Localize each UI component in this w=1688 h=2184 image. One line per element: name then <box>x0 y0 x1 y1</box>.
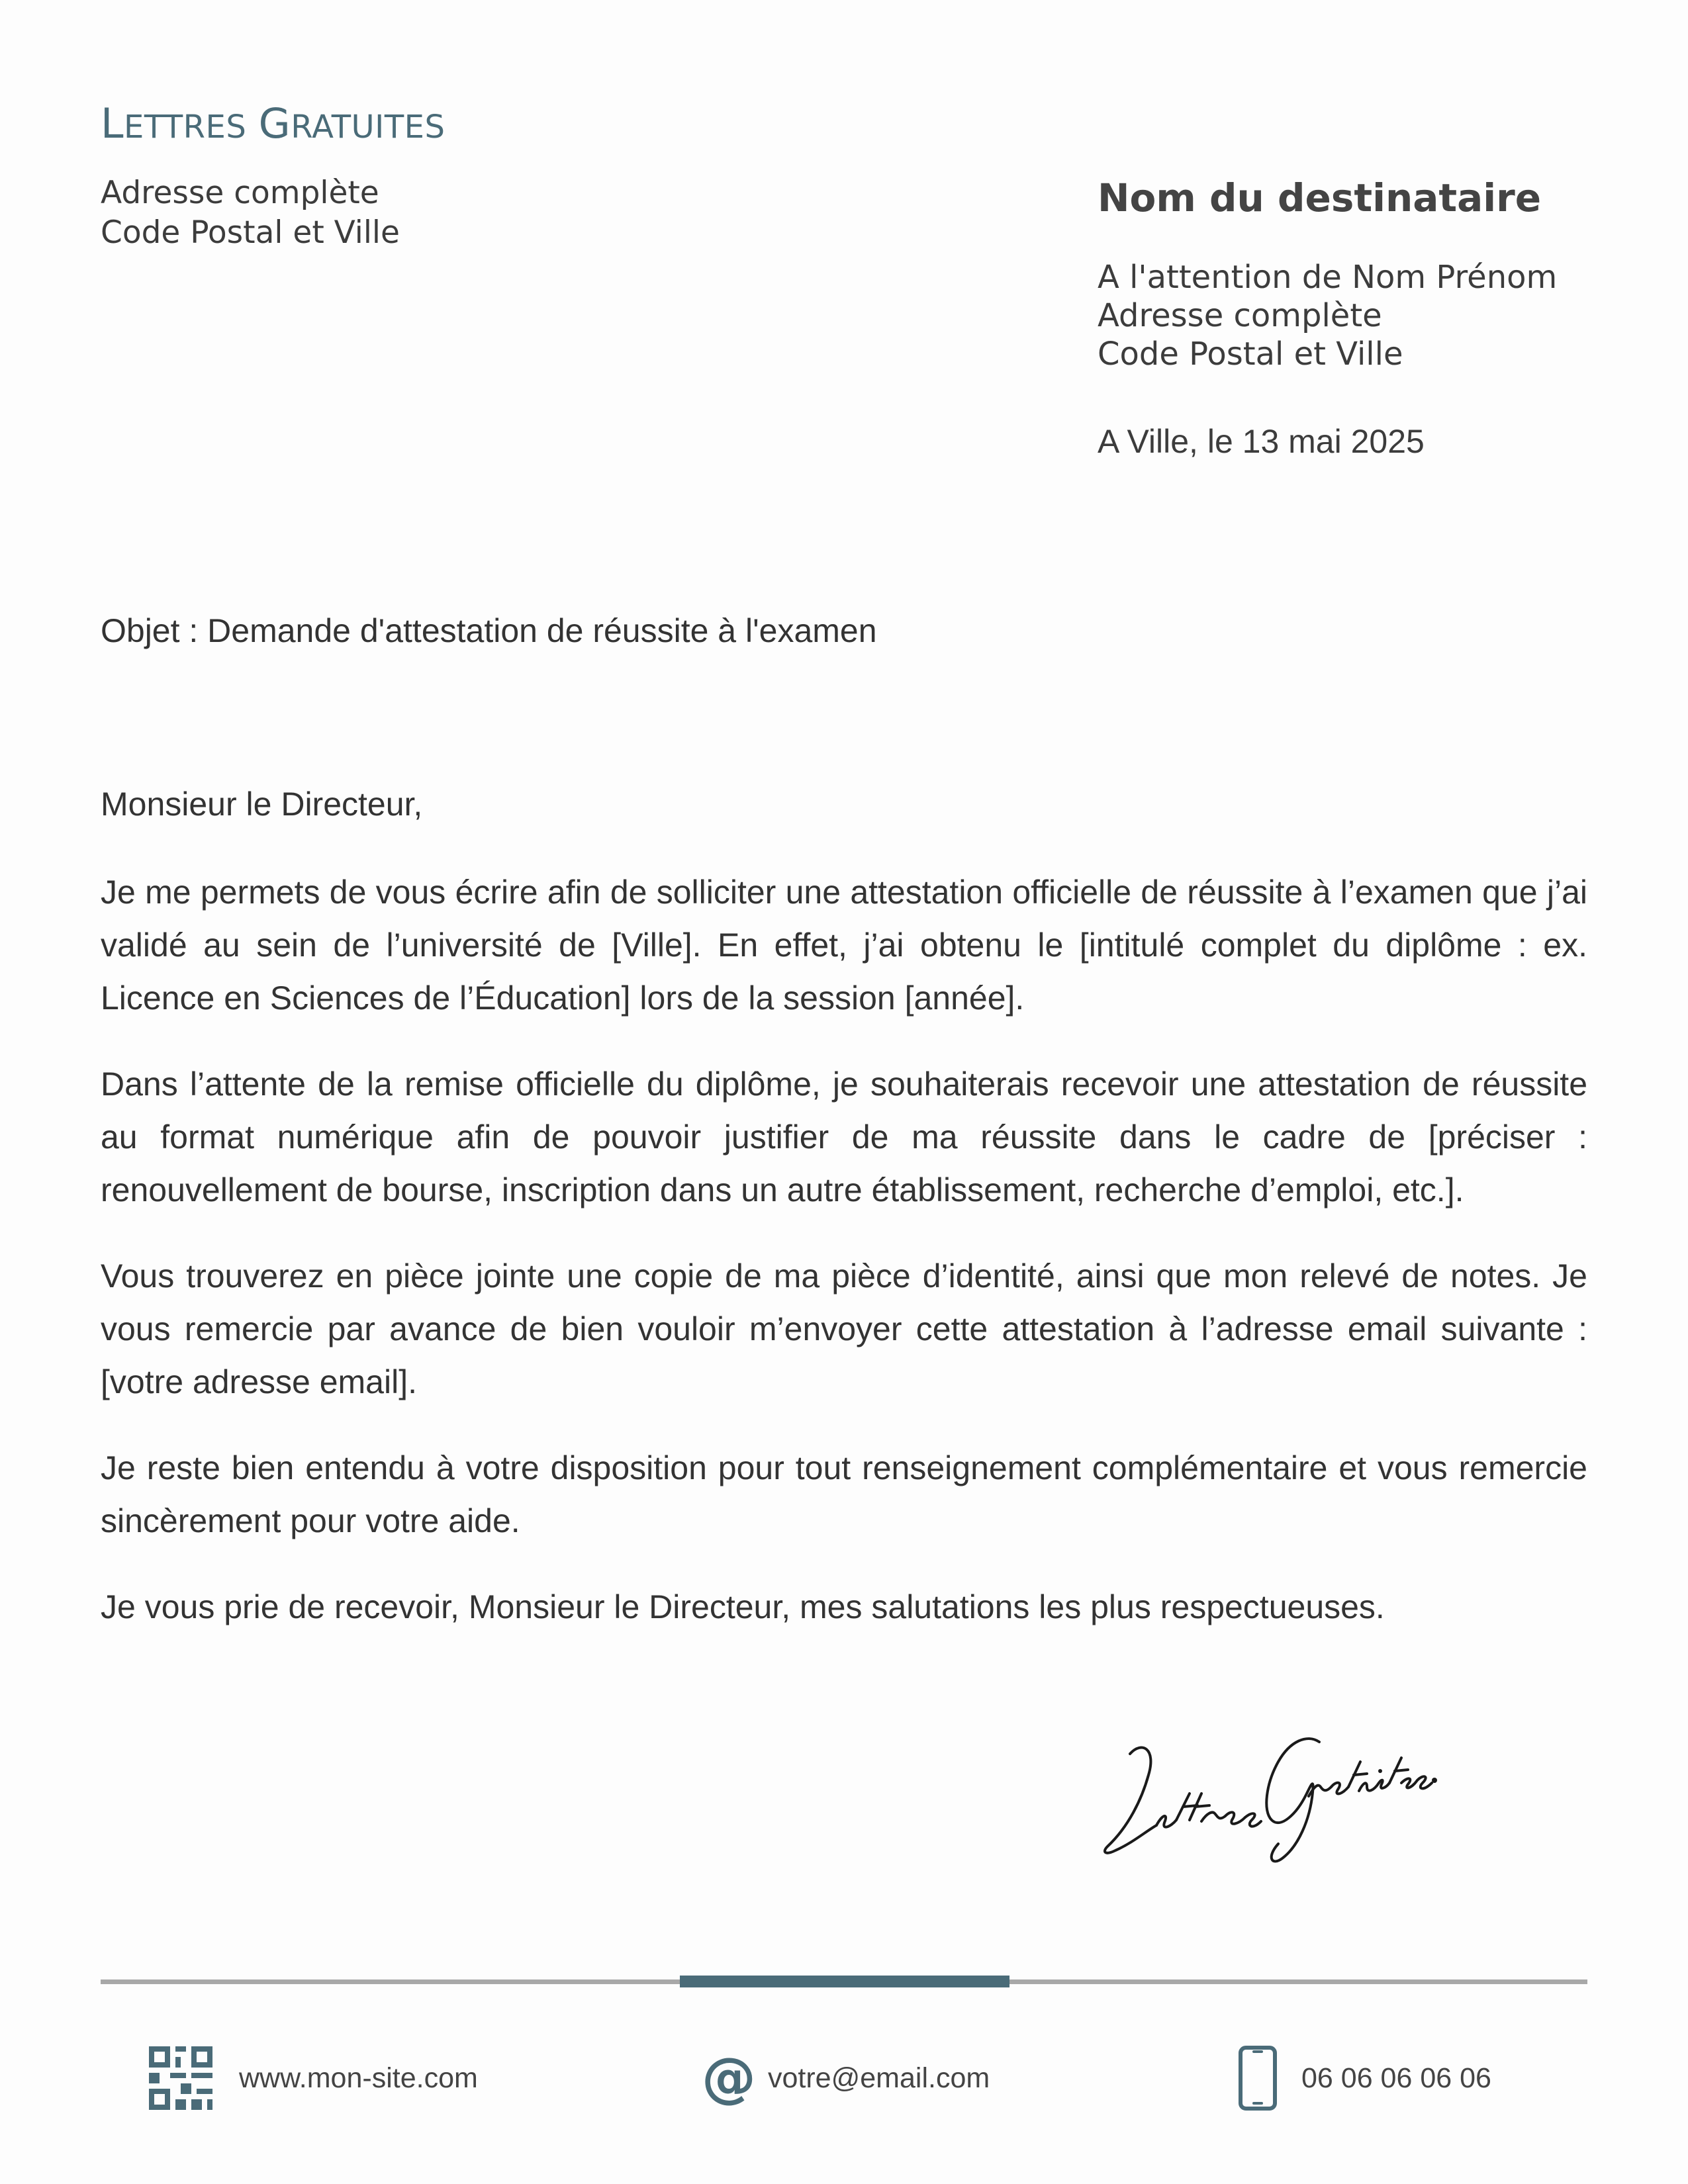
body-paragraph: Je reste bien entendu à votre disposition pour tout renseignement complémentaire et vous remercie sincèrement pour votre aide. <box>101 1449 1587 1539</box>
sender-name-word-1: ETTRES <box>124 109 247 146</box>
sender-address: Adresse complète <box>101 175 379 211</box>
footer-phone <box>1238 2045 1491 2111</box>
at-icon: @ <box>702 2046 756 2109</box>
sender-name <box>101 99 445 148</box>
recipient-name: Nom du destinataire <box>1098 175 1542 220</box>
footer-divider-accent <box>680 1976 1009 1987</box>
qr-code-icon <box>149 2046 212 2110</box>
footer-email <box>702 2045 990 2111</box>
phone-label[interactable]: 06 06 06 06 06 <box>1301 2062 1491 2094</box>
recipient-attention: A l'attention de Nom Prénom <box>1098 259 1558 296</box>
sender-name-word-2: RATUITES <box>291 109 445 146</box>
body-paragraph: Dans l’attente de la remise officielle du diplôme, je souhaiterais recevoir une attestation de réussite au format numérique afin de pouvoir justifier de ma réussite dans le cadre de [préciser : renouvellement de bourse, inscription dans un autre établissement, recherche d’emploi, etc.]. <box>101 1066 1587 1208</box>
body-paragraph: Vous trouverez en pièce jointe une copie de ma pièce d’identité, ainsi que mon relevé de notes. Je vous remercie par avance de bien vouloir m’envoyer cette attestation à l’adresse email suivante : [votre adresse email]. <box>101 1257 1587 1400</box>
sender-name-initial-2: G <box>258 99 291 148</box>
sender-address-block <box>101 173 400 253</box>
recipient-city: Code Postal et Ville <box>1098 336 1403 373</box>
letter-salutation: Monsieur le Directeur, <box>101 786 423 823</box>
recipient-address: Adresse complète <box>1098 297 1382 334</box>
handwritten-signature <box>1096 1714 1440 1873</box>
sender-name-initial-1: L <box>101 99 124 148</box>
sender-city: Code Postal et Ville <box>101 214 400 251</box>
website-label[interactable]: www.mon-site.com <box>239 2062 478 2094</box>
smartphone-icon <box>1238 2045 1278 2111</box>
date-line: A Ville, le 13 mai 2025 <box>1098 423 1425 460</box>
footer-website <box>149 2045 478 2111</box>
letter-body <box>101 866 1587 1666</box>
letter-subject: Objet : Demande d'attestation de réussite à l'examen <box>101 612 877 649</box>
closing-paragraph: Je vous prie de recevoir, Monsieur le Directeur, mes salutations les plus respectueuses. <box>101 1588 1385 1625</box>
recipient-address-block <box>1098 258 1557 373</box>
body-paragraph: Je me permets de vous écrire afin de solliciter une attestation officielle de réussite à l’examen que j’ai validé au sein de l’université de [Ville]. En effet, j’ai obtenu le [intitulé complet du diplôme : ex. Licence en Sciences de l’Éducation] lors de la session [année]. <box>101 874 1587 1017</box>
email-label[interactable]: votre@email.com <box>768 2062 990 2094</box>
